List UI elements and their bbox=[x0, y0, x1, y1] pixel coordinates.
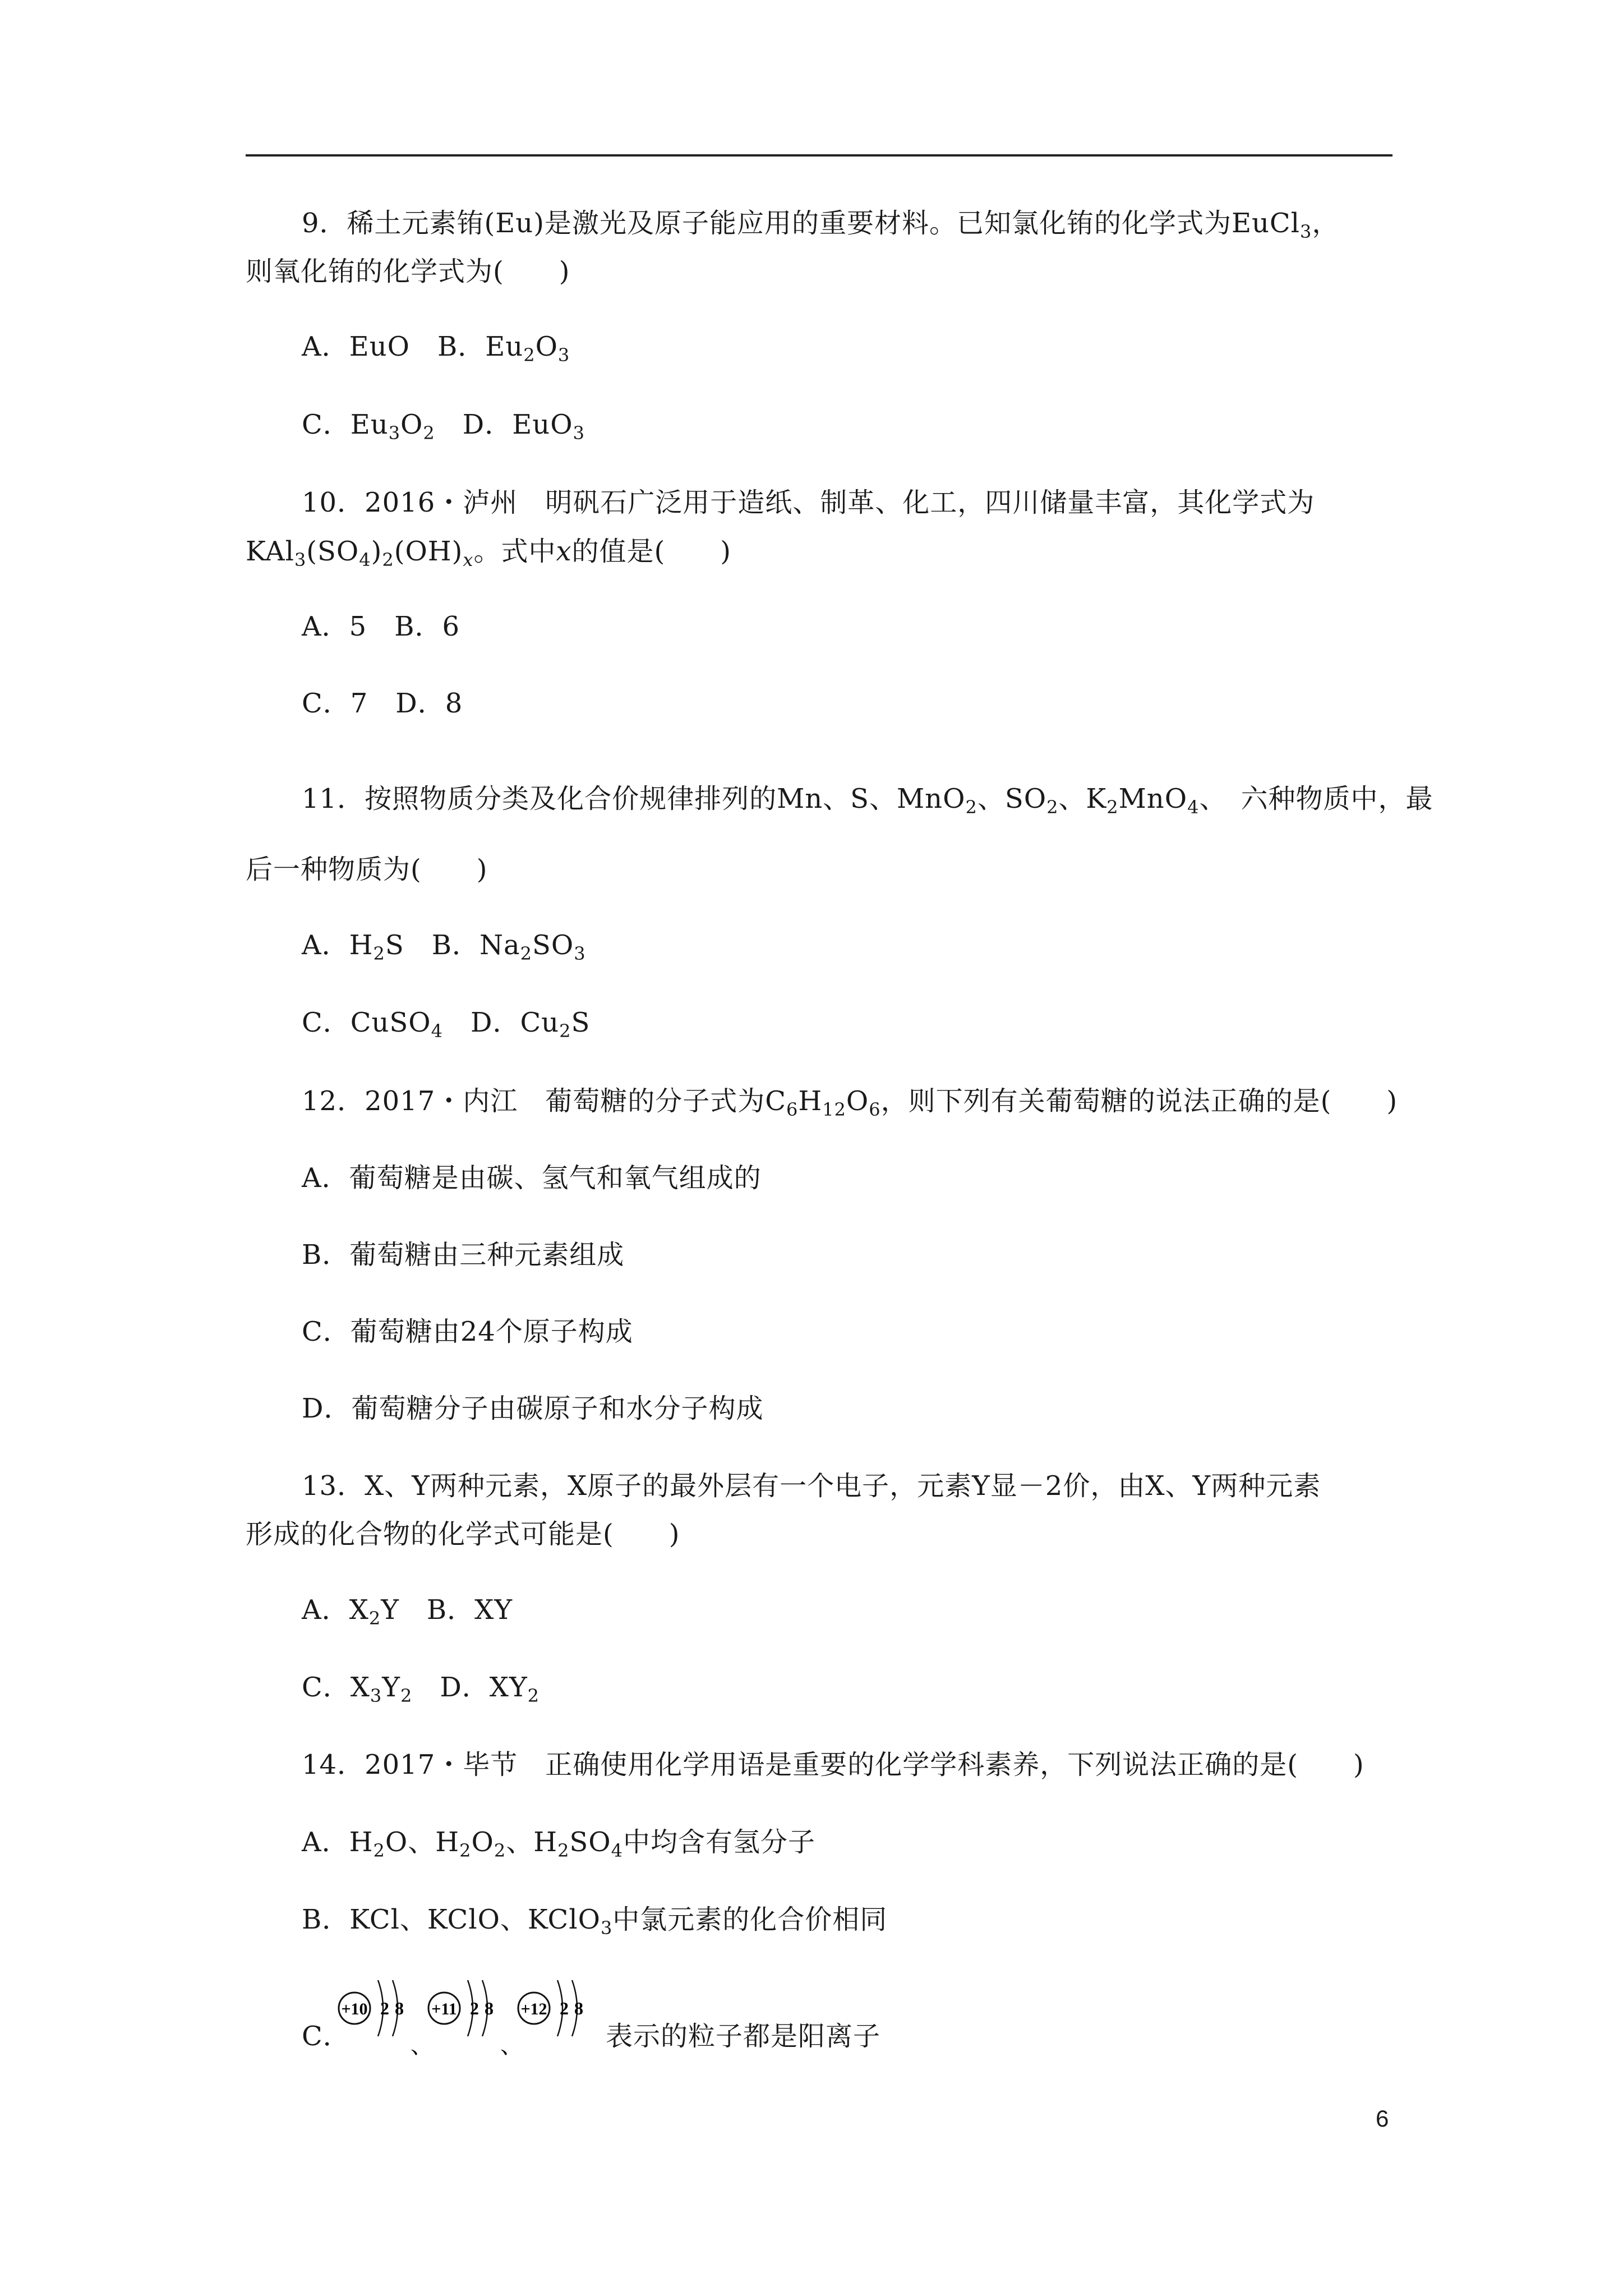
q11-stem-line1: 11．按照物质分类及化合价规律排列的Mn、S、MnO$_2$、$SO_2$、$K_2MnO_4$、 六种物质中，最 bbox=[302, 783, 1433, 818]
separator-mark: 、 bbox=[500, 2033, 523, 2058]
separator-mark: 、 bbox=[411, 2033, 433, 2058]
q10-option-cd: C．7 D．8 bbox=[302, 688, 463, 719]
q13-stem-line1: 13．X、Y两种元素，X原子的最外层有一个电子，元素Y显－2价，由X、Y两种元素 bbox=[302, 1470, 1321, 1502]
q11-option-cd: C．CuSO$_4$ D．$Cu_2S$ bbox=[302, 1007, 591, 1042]
q9-stem-line2: 则氧化铕的化学式为( ) bbox=[246, 256, 570, 287]
q9-stem-line1: 9．稀土元素铕(Eu)是激光及原子能应用的重要材料。已知氯化铕的化学式为EuCl$_3$， bbox=[302, 208, 1340, 242]
q13-stem-line2: 形成的化合物的化学式可能是( ) bbox=[246, 1519, 680, 1550]
electron-count: 8 bbox=[395, 1998, 404, 2018]
q13-option-cd: C．$X_3Y_2$ D．$XY_2$ bbox=[302, 1672, 540, 1706]
atom-diagram-3 bbox=[518, 1980, 583, 2036]
q11-option-ab: A．$H_2S$ B．$Na_2SO_3$ bbox=[302, 930, 586, 964]
electron-count: 2 bbox=[560, 1998, 569, 2018]
q12-option-b: B．葡萄糖由三种元素组成 bbox=[302, 1239, 625, 1271]
q12-stem: 12．2017・内江 葡萄糖的分子式为$C_6H_{12}O_6$，则下列有关葡萄糖的说法正确的是( ) bbox=[302, 1085, 1398, 1120]
atomic-structure-diagrams bbox=[332, 1975, 612, 2059]
q9-option-cd: C．$Eu_3O_2$ D．EuO$_3$ bbox=[302, 409, 585, 444]
page-number: 6 bbox=[1376, 2105, 1389, 2132]
q14-option-b: B．KCl、KClO、KClO$_3$中氯元素的化合价相同 bbox=[302, 1904, 888, 1939]
q10-option-ab: A．5 B．6 bbox=[302, 611, 460, 642]
electron-count: 2 bbox=[470, 1998, 479, 2018]
nucleus-charge: +11 bbox=[431, 2000, 457, 2018]
q12-option-a: A．葡萄糖是由碳、氢气和氧气组成的 bbox=[302, 1162, 762, 1194]
atom-diagram-2 bbox=[428, 1980, 494, 2036]
q12-option-d: D．葡萄糖分子由碳原子和水分子构成 bbox=[302, 1393, 764, 1424]
electron-count: 8 bbox=[485, 1998, 494, 2018]
q9-option-ab: A．EuO B．$Eu_2O_3$ bbox=[302, 331, 570, 366]
q14-option-c-label: C． bbox=[302, 2021, 351, 2052]
q14-option-a: A．$H_2O$、$H_2O_2$、$H_2SO_4$中均含有氢分子 bbox=[302, 1826, 816, 1861]
nucleus-charge: +12 bbox=[520, 2000, 547, 2018]
q14-stem: 14．2017・毕节 正确使用化学用语是重要的化学学科素养，下列说法正确的是( ) bbox=[302, 1749, 1364, 1780]
q10-stem-line1: 10．2016・泸州 明矾石广泛用于造纸、制革、化工，四川储量丰富，其化学式为 bbox=[302, 487, 1315, 518]
atomic-structure-svg bbox=[332, 1975, 612, 2059]
q11-stem-line2: 后一种物质为( ) bbox=[246, 854, 488, 885]
atom-diagram-1 bbox=[339, 1980, 404, 2036]
electron-count: 2 bbox=[380, 1998, 389, 2018]
q10-stem-line2: $KAl_3(SO_4)_2(OH)_x$。式中x的值是( ) bbox=[246, 536, 731, 570]
q13-option-ab: A．$X_2Y$ B．XY bbox=[302, 1594, 513, 1629]
header-rule bbox=[246, 154, 1393, 157]
electron-count: 8 bbox=[574, 1998, 583, 2018]
q14-option-c-text: 表示的粒子都是阳离子 bbox=[606, 2021, 881, 2052]
nucleus-charge: +10 bbox=[341, 2000, 368, 2018]
q12-option-c: C．葡萄糖由24个原子构成 bbox=[302, 1316, 633, 1347]
